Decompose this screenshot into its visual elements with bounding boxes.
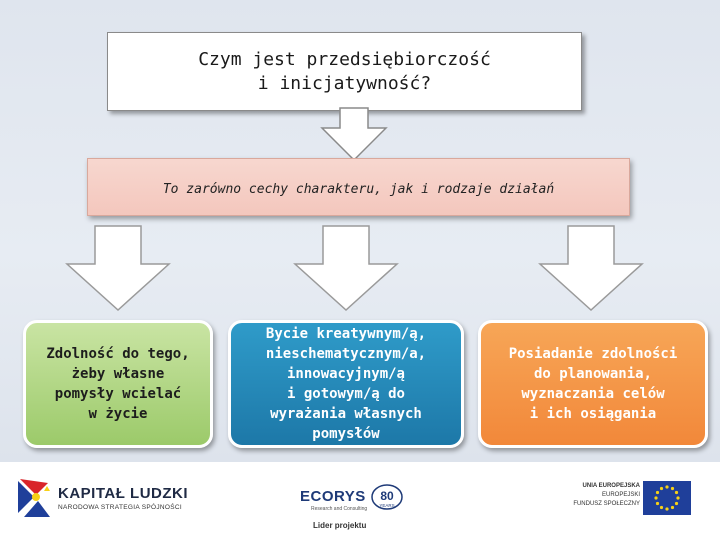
card-line: i gotowym/ą do [286, 386, 405, 402]
card-line: do planowania, [533, 366, 652, 382]
card-ability [23, 320, 213, 448]
anniversary-number: 80 [380, 489, 394, 503]
eu-line-3: FUNDUSZ SPOŁECZNY [573, 501, 640, 507]
card-line: żeby własne [71, 366, 165, 382]
kapital-ludzki-logo-icon [14, 477, 54, 521]
kapital-ludzki-title: KAPITAŁ LUDZKI [58, 485, 189, 502]
card-line: wyrażania własnych [270, 406, 422, 422]
card-creativity [228, 320, 464, 448]
card-line: innowacyjnym/ą [286, 366, 405, 382]
card-line: Bycie kreatywnym/ą, [265, 326, 427, 342]
card-line: i ich osiągania [529, 406, 657, 422]
arrow-down-icon [536, 222, 646, 314]
project-leader-label: Lider projektu [313, 521, 367, 530]
arrow-down-icon [318, 106, 390, 162]
eu-text [566, 482, 640, 509]
title-box [107, 32, 582, 111]
card-line: Posiadanie zdolności [508, 346, 678, 362]
summary-text: To zarówno cechy charakteru, jak i rodzaje działań [162, 182, 555, 197]
arrow-down-icon [291, 222, 401, 314]
card-line: nieschematycznym/a, [265, 346, 427, 362]
eu-line-1: UNIA EUROPEJSKA [582, 483, 640, 489]
arrow-down-icon [63, 222, 173, 314]
card-line: w życie [88, 406, 148, 422]
anniversary-label: YEARS [379, 503, 395, 508]
card-line: pomysłów [312, 426, 380, 442]
summary-band [87, 158, 630, 216]
title-line-2: i inicjatywność? [257, 72, 432, 94]
card-line: pomysły wcielać [54, 386, 182, 402]
card-line: Zdolność do tego, [46, 346, 190, 362]
ecorys-logo-text: ECORYS [300, 488, 366, 505]
anniversary-badge-icon [370, 483, 404, 513]
ecorys-subtitle: Research and Consulting [311, 506, 368, 512]
card-line: wyznaczania celów [521, 386, 665, 402]
eu-flag-icon [643, 481, 691, 515]
eu-line-2: EUROPEJSKI [601, 492, 640, 498]
kapital-ludzki-subtitle: NARODOWA STRATEGIA SPÓJNOŚCI [58, 504, 182, 511]
card-planning [478, 320, 708, 448]
title-line-1: Czym jest przedsiębiorczość [198, 48, 491, 70]
